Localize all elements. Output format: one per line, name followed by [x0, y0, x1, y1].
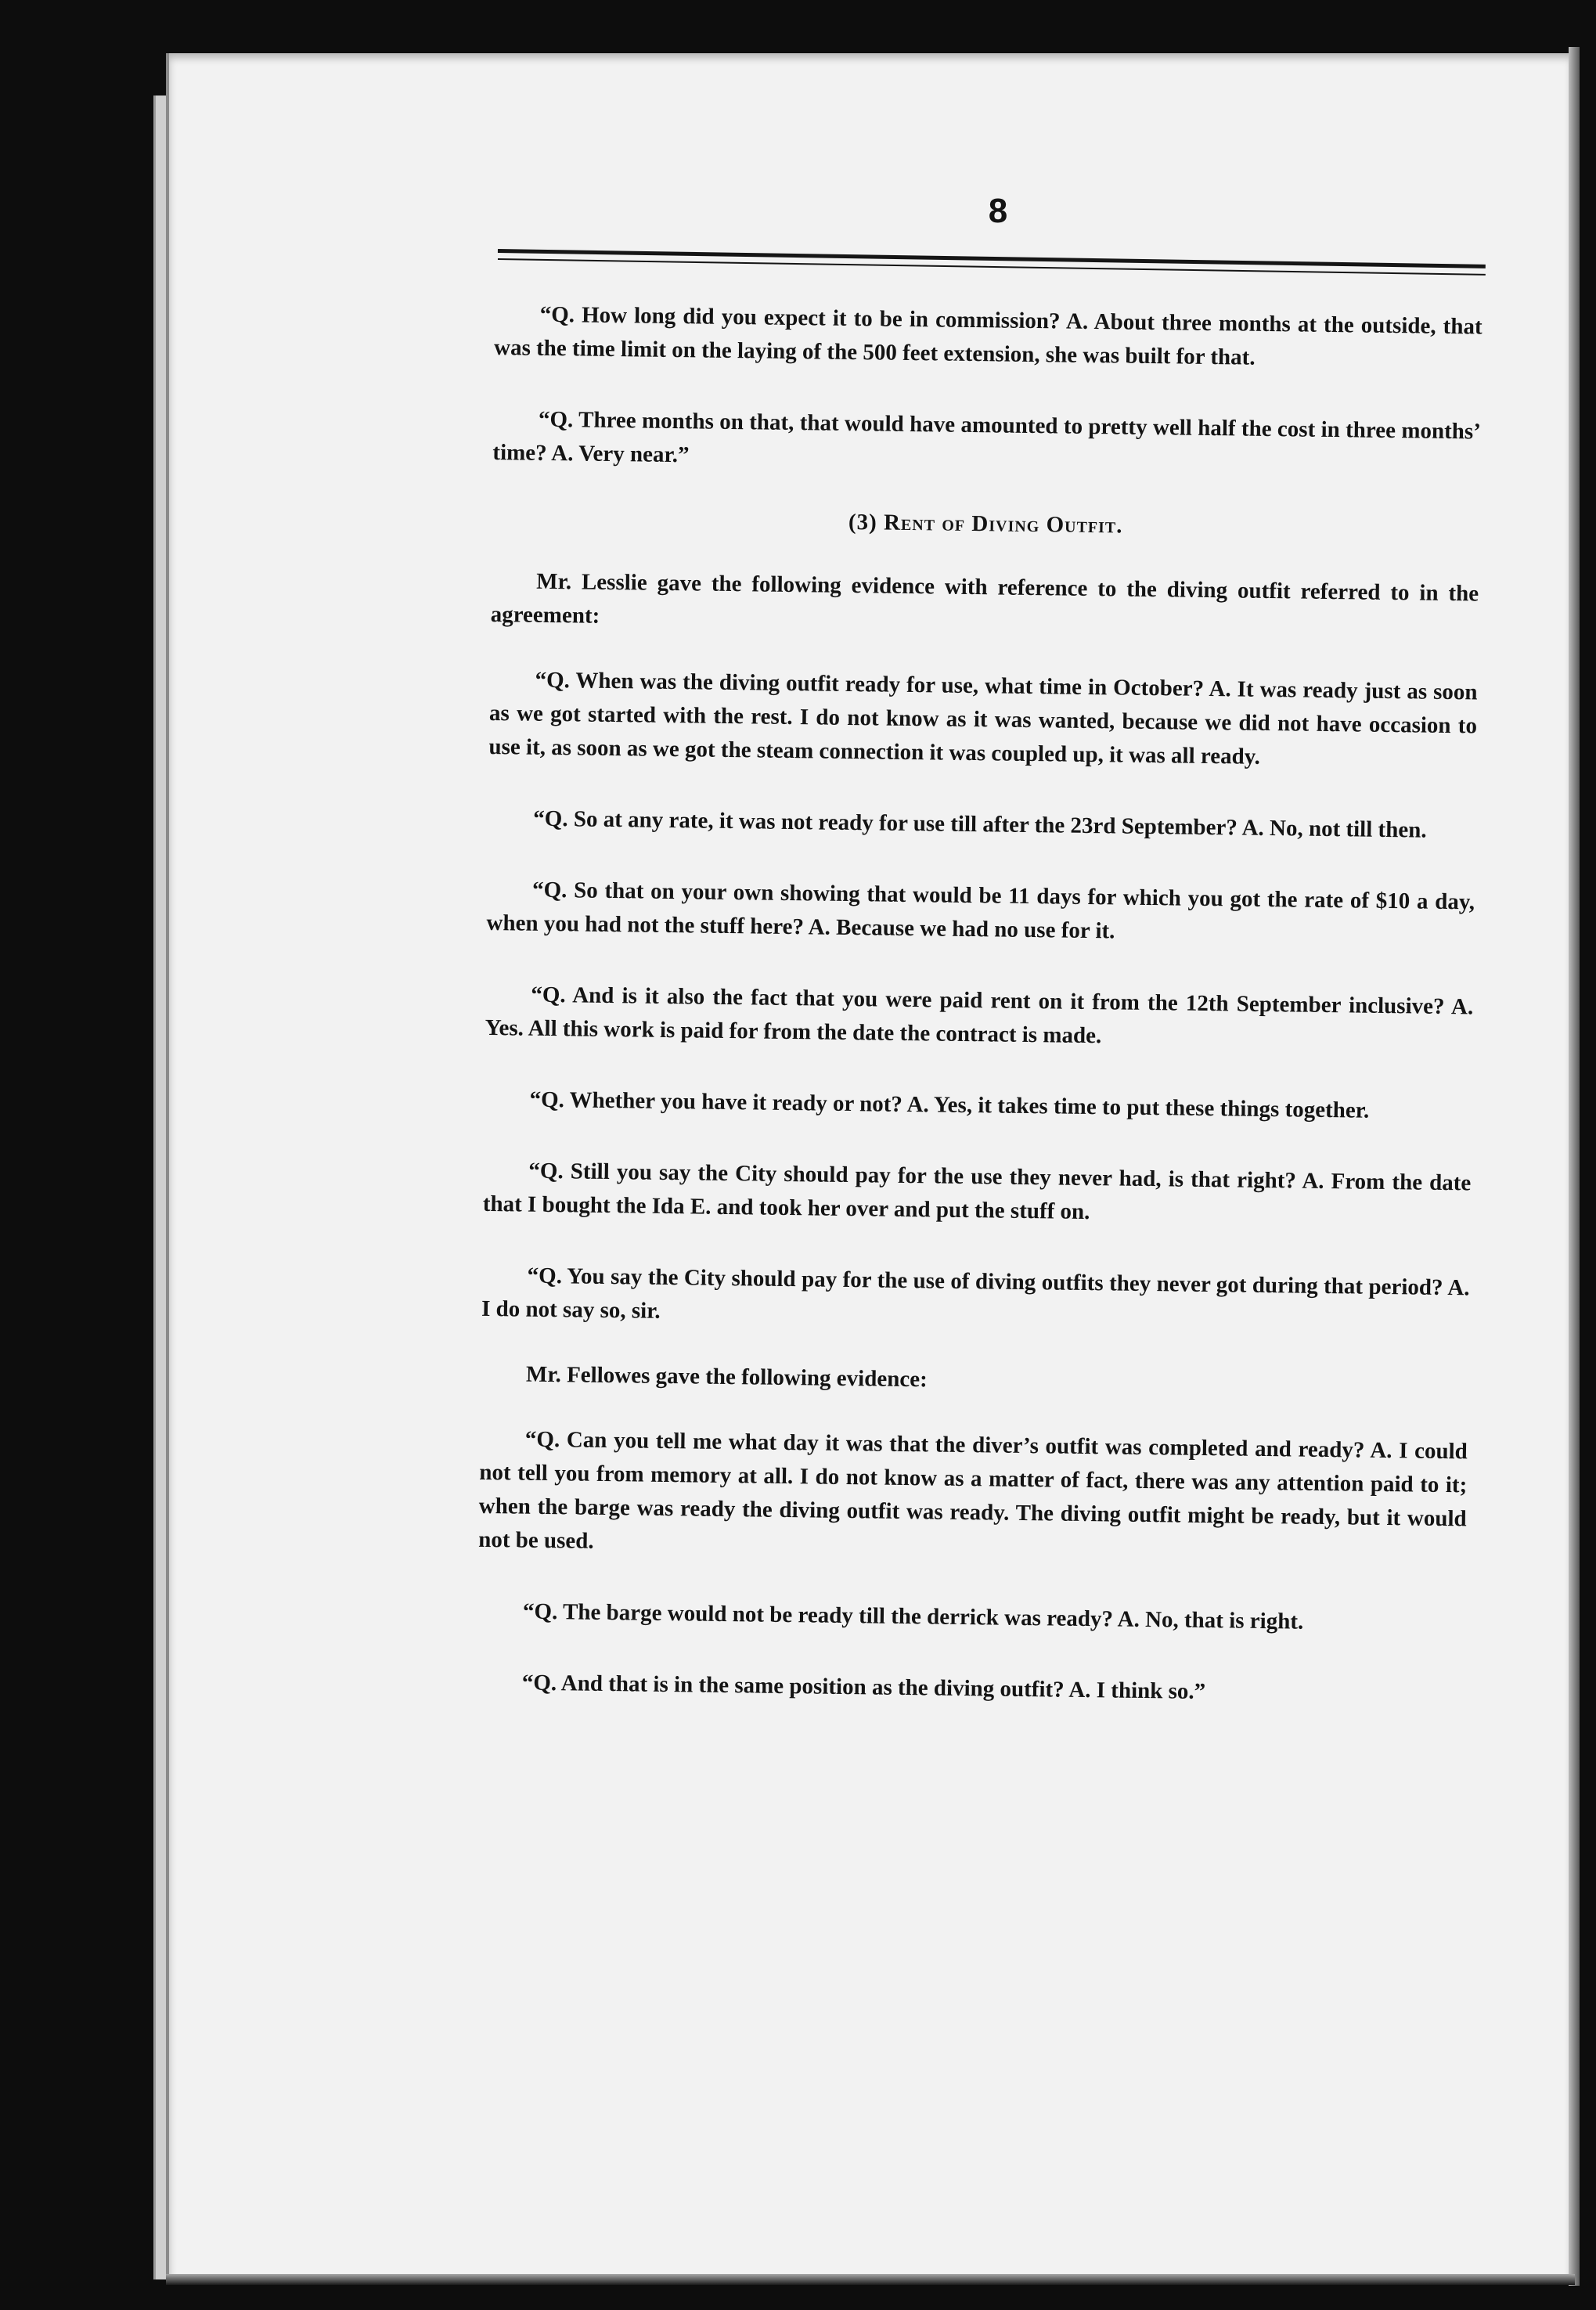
- paragraph: “Q. Whether you have it ready or not? A. Yes, it takes time to put these things together.: [529, 1087, 1370, 1123]
- paragraph: “Q. When was the diving outfit ready for use, what time in October? A. It was ready just as soon as we got started with the rest. I do not know as it was wanted, because we did not have occasion to use it, as soon as we got the steam connection it was coupled up, it was all ready.: [488, 667, 1478, 769]
- section-heading: (3) Rent of Diving Outfit.: [848, 509, 1123, 539]
- paragraph: “Q. Three months on that, that would have amounted to pretty well half the cost in three months’ time? A. Very near.”: [492, 406, 1482, 468]
- paragraph: “Q. And is it also the fact that you were paid rent on it from the 12th September inclusive? A. Yes. All this work is paid for from the date the contract is made.: [485, 982, 1474, 1049]
- paragraph: “Q. So at any rate, it was not ready for use till after the 23rd September? A. No, not till then.: [533, 805, 1427, 843]
- paragraph: “Q. Still you say the City should pay for the use they never had, is that right? A. From the date that I bought the Ida E. and took her over and put the stuff on.: [482, 1158, 1472, 1225]
- paragraph: “Q. The barge would not be ready till the derrick was ready? A. No, that is right.: [522, 1598, 1304, 1634]
- body-text: [476, 297, 1483, 1750]
- paragraph: “Q. Can you tell me what day it was that the diver’s outfit was completed and ready? A. I could not tell you from memory at all. I do not know as a matter of fact, there was any attention paid to it; when the barge was ready the diving outfit was ready. The diving outfit might be ready, but it would not be used.: [478, 1426, 1468, 1554]
- paragraph: “Q. And that is in the same position as the diving outfit? A. I think so.”: [521, 1670, 1206, 1705]
- paragraph: Mr. Lesslie gave the following evidence with reference to the diving outfit referred to in the agreement:: [490, 568, 1479, 629]
- page-number: 8: [988, 192, 1008, 230]
- page-right-edge: [1569, 47, 1580, 2286]
- paragraph: “Q. You say the City should pay for the use of diving outfits they never got during that period? A. I do not say so, sir.: [481, 1263, 1470, 1324]
- paragraph: “Q. How long did you expect it to be in commission? A. About three months at the outside, that was the time limit on the laying of the 500 feet extension, she was built for that.: [493, 301, 1483, 370]
- page-bottom-edge: [166, 2274, 1575, 2285]
- paragraph: “Q. So that on your own showing that would be 11 days for which you got the rate of $10 a day, when you had not the stuff here? A. Because we had no use for it.: [486, 877, 1475, 944]
- paragraph: Mr. Fellowes gave the following evidence:: [525, 1361, 928, 1393]
